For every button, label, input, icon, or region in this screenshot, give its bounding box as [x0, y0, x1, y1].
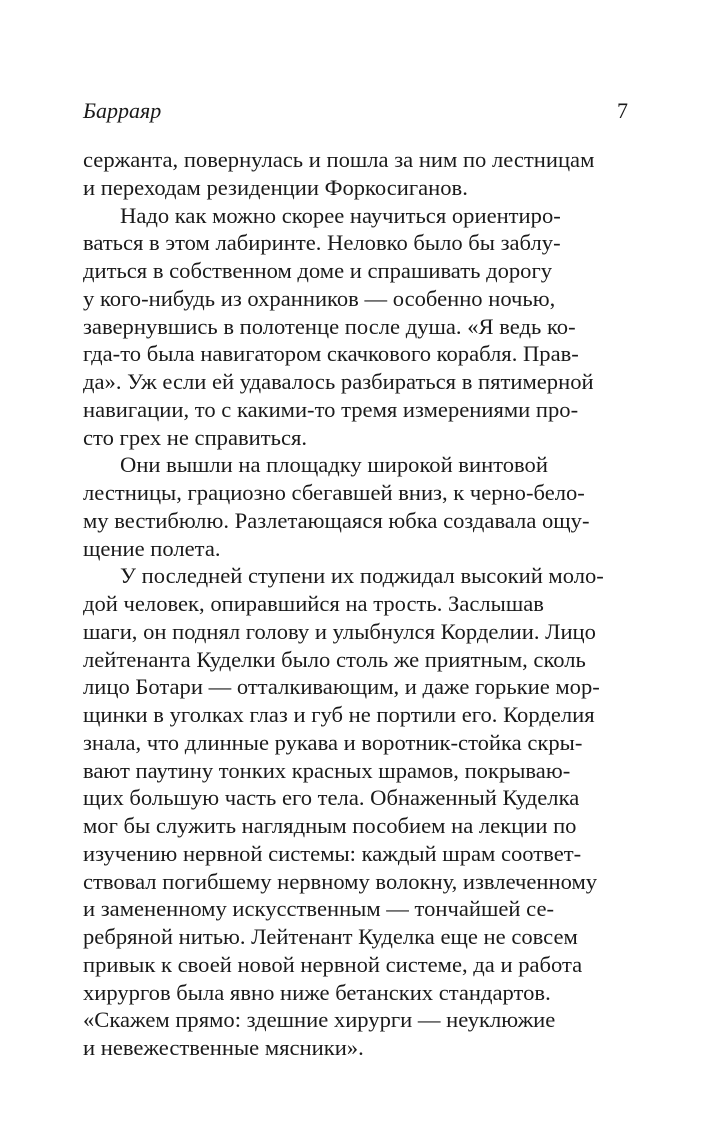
- text-line: Надо как можно скорее научиться ориентиро-: [120, 202, 561, 228]
- text-line: лейтенанта Куделки было столь же приятным, сколь: [83, 646, 586, 672]
- text-line: щих большую часть его тела. Обнаженный Куделка: [83, 785, 580, 811]
- text-line: да». Уж если ей удавалось разбираться в пятимерной: [83, 369, 594, 394]
- running-head-title: Барраяр: [83, 98, 162, 123]
- text-line: У последней ступени их поджидал высокий моло-: [120, 563, 604, 589]
- text-line: ребряной нитью. Лейтенант Куделка еще не совсем: [83, 924, 578, 949]
- paragraph: [83, 202, 628, 452]
- text-line: шаги, он поднял голову и улыбнулся Корделии. Лицо: [83, 618, 596, 644]
- text-line: хирургов была явно ниже бетанских стандартов.: [83, 979, 551, 1005]
- page-number: 7: [617, 98, 628, 123]
- paragraph: [83, 146, 628, 202]
- text-line: Они вышли на площадку широкой винтовой: [120, 452, 548, 478]
- text-line: диться в собственном доме и спрашивать дорогу: [83, 258, 553, 283]
- paragraph: [83, 451, 628, 562]
- text-line: дой человек, опиравшийся на трость. Заслышав: [83, 591, 544, 616]
- text-line: и невежественные мясники».: [83, 1035, 364, 1060]
- text-line: ваться в этом лабиринте. Неловко было бы заблу-: [83, 230, 561, 256]
- text-line: навигации, то с какими-то тремя измерениями про-: [83, 396, 579, 422]
- text-line: знала, что длинные рукава и воротник-стойка скры-: [83, 729, 583, 755]
- text-line: ствовал погибшему нервному волокну, извлеченному: [83, 868, 598, 894]
- text-line: му вестибюлю. Разлетающаяся юбка создавала ощу-: [83, 507, 590, 533]
- text-line: у кого-нибудь из охранников — особенно ночью,: [83, 285, 556, 311]
- text-line: мог бы служить наглядным пособием на лекции по: [83, 813, 577, 838]
- text-line: изучению нервной системы: каждый шрам соответ-: [83, 840, 582, 866]
- text-line: вают паутину тонких красных шрамов, покрываю-: [83, 757, 571, 783]
- text-line: лицо Ботари — отталкивающим, и даже горькие мор-: [83, 674, 600, 700]
- text-line: привык к своей новой нервной системе, да и работа: [83, 951, 583, 977]
- text-line: и замененному искусственным — тончайшей се-: [83, 896, 555, 922]
- paragraph: [83, 562, 628, 1062]
- body-text: [83, 146, 628, 1062]
- text-line: «Скажем прямо: здешние хирурги — неуклюжие: [83, 1007, 556, 1033]
- text-line: лестницы, грациозно сбегавшей вниз, к черно-бело-: [83, 480, 585, 505]
- text-line: щение полета.: [83, 535, 221, 561]
- text-line: гда-то была навигатором скачкового корабля. Прав-: [83, 341, 579, 367]
- text-line: завернувшись в полотенце после душа. «Я ведь ко-: [83, 313, 576, 339]
- text-line: щинки в уголках глаз и губ не портили его. Корделия: [83, 702, 595, 727]
- text-line: сто грех не справиться.: [83, 424, 308, 450]
- text-line: и переходам резиденции Форкосиганов.: [83, 174, 468, 200]
- text-line: сержанта, повернулась и пошла за ним по лестницам: [83, 147, 595, 172]
